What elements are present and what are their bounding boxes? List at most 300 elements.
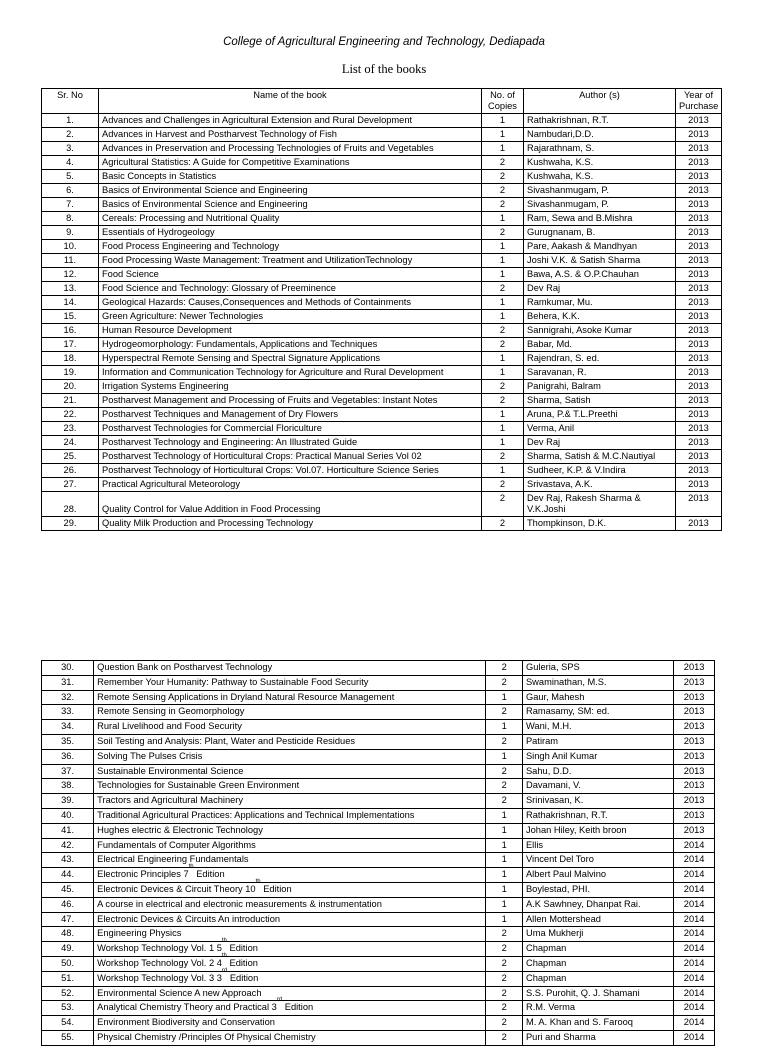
copies-cell: 1 [482, 296, 524, 310]
sr-no-cell: 11. [42, 254, 99, 268]
sr-no-cell: 46. [42, 897, 94, 912]
sr-no-cell: 28. [42, 492, 99, 517]
table-row [42, 1030, 715, 1045]
book-name-cell: Practical Agricultural Meteorology [99, 478, 482, 492]
copies-cell: 2 [482, 394, 524, 408]
copies-cell: 1 [486, 897, 523, 912]
author-cell: Nambudari,D.D. [524, 128, 676, 142]
table-row [42, 823, 715, 838]
book-name-cell: Question Bank on Postharvest Technology [94, 661, 486, 676]
copies-cell: 2 [486, 971, 523, 986]
table-row [42, 436, 722, 450]
year-cell: 2013 [674, 764, 715, 779]
header-book-name: Name of the book [99, 89, 482, 114]
author-cell: Ellis [522, 838, 673, 853]
sr-no-cell: 17. [42, 338, 99, 352]
author-cell: Srivastava, A.K. [524, 478, 676, 492]
book-name-cell: Food Science and Technology: Glossary of Preeminence [99, 282, 482, 296]
edition-superscript: th [221, 952, 227, 959]
books-table-page-1 [41, 88, 722, 531]
author-cell: Sivashanmugam, P. [524, 184, 676, 198]
author-cell: M. A. Khan and S. Farooq [522, 1016, 673, 1031]
sr-no-cell: 53. [42, 1001, 94, 1016]
author-cell: Saravanan, R. [524, 366, 676, 380]
year-cell: 2013 [676, 114, 722, 128]
sr-no-cell: 13. [42, 282, 99, 296]
year-cell: 2013 [674, 823, 715, 838]
book-name-text: Workshop Technology Vol. 2 4 [97, 957, 222, 968]
table-row [42, 198, 722, 212]
author-cell: Verma, Anil [524, 422, 676, 436]
copies-cell: 1 [482, 464, 524, 478]
year-cell: 2014 [674, 882, 715, 897]
sr-no-cell: 1. [42, 114, 99, 128]
year-cell: 2013 [676, 517, 722, 531]
copies-cell: 1 [482, 212, 524, 226]
table-row [42, 1001, 715, 1016]
sr-no-cell: 43. [42, 853, 94, 868]
sr-no-cell: 16. [42, 324, 99, 338]
year-cell: 2013 [676, 464, 722, 478]
author-cell: Kushwaha, K.S. [524, 156, 676, 170]
book-name-cell: Remote Sensing Applications in Dryland Natural Resource Management [94, 690, 486, 705]
sr-no-cell: 30. [42, 661, 94, 676]
book-name-cell [94, 864, 486, 883]
sr-no-cell: 35. [42, 734, 94, 749]
table-row [42, 971, 715, 986]
copies-cell: 1 [482, 268, 524, 282]
author-cell: Behera, K.K. [524, 310, 676, 324]
sr-no-cell: 29. [42, 517, 99, 531]
table-row [42, 749, 715, 764]
header-sr-no: Sr. No [42, 89, 99, 114]
year-cell: 2014 [674, 897, 715, 912]
table-row [42, 779, 715, 794]
book-name-cell [94, 967, 486, 986]
copies-cell: 2 [482, 198, 524, 212]
author-cell: Swaminathan, M.S. [522, 675, 673, 690]
year-cell: 2013 [676, 380, 722, 394]
copies-cell: 2 [486, 1016, 523, 1031]
copies-cell: 2 [482, 226, 524, 240]
copies-cell: 1 [486, 808, 523, 823]
year-cell: 2013 [676, 254, 722, 268]
copies-cell: 1 [482, 366, 524, 380]
sr-no-cell: 49. [42, 942, 94, 957]
sr-no-cell: 54. [42, 1016, 94, 1031]
copies-cell: 1 [486, 823, 523, 838]
copies-cell: 2 [486, 956, 523, 971]
books-table-page-2 [41, 660, 715, 1046]
book-name-cell: Sustainable Environmental Science [94, 764, 486, 779]
table-row [42, 464, 722, 478]
year-cell: 2013 [674, 690, 715, 705]
author-cell: R.M. Verma [522, 1001, 673, 1016]
author-cell: Davamani, V. [522, 779, 673, 794]
sr-no-cell: 37. [42, 764, 94, 779]
copies-cell: 2 [482, 338, 524, 352]
sr-no-cell: 7. [42, 198, 99, 212]
sr-no-cell: 22. [42, 408, 99, 422]
book-name-cell: Food Science [99, 268, 482, 282]
book-name-suffix: Edition [282, 1002, 314, 1013]
sr-no-cell: 39. [42, 794, 94, 809]
sr-no-cell: 31. [42, 675, 94, 690]
header-year: Year of Purchase [676, 89, 722, 114]
table-row [42, 408, 722, 422]
author-cell: Dev Raj, Rakesh Sharma & V.K.Joshi [524, 492, 676, 517]
copies-cell: 1 [486, 912, 523, 927]
table-row [42, 296, 722, 310]
author-cell: Uma Mukherji [522, 927, 673, 942]
table-row [42, 705, 715, 720]
table-row [42, 380, 722, 394]
book-name-cell: Quality Milk Production and Processing Technology [99, 517, 482, 531]
table-row [42, 394, 722, 408]
table-row [42, 142, 722, 156]
year-cell: 2014 [674, 1001, 715, 1016]
book-name-cell: Engineering Physics [94, 927, 486, 942]
table-row [42, 734, 715, 749]
table-row [42, 838, 715, 853]
table-row [42, 912, 715, 927]
author-cell: Allen Mottershead [522, 912, 673, 927]
author-cell: Aruna, P.& T.L.Preethi [524, 408, 676, 422]
author-cell: Sahu, D.D. [522, 764, 673, 779]
year-cell: 2014 [674, 942, 715, 957]
year-cell: 2013 [676, 366, 722, 380]
table-row [42, 184, 722, 198]
table-row [42, 324, 722, 338]
book-name-cell: Environment Biodiversity and Conservation [94, 1016, 486, 1031]
year-cell: 2013 [674, 779, 715, 794]
table-row [42, 310, 722, 324]
sr-no-cell: 26. [42, 464, 99, 478]
author-cell: Boylestad, PHI. [522, 882, 673, 897]
year-cell: 2013 [674, 675, 715, 690]
sr-no-cell: 15. [42, 310, 99, 324]
book-name-cell: Human Resource Development [99, 324, 482, 338]
sr-no-cell: 8. [42, 212, 99, 226]
book-name-cell: Postharvest Management and Processing of Fruits and Vegetables: Instant Notes [99, 394, 482, 408]
sr-no-cell: 41. [42, 823, 94, 838]
author-cell: Pare, Aakash & Mandhyan [524, 240, 676, 254]
year-cell: 2013 [674, 734, 715, 749]
sr-no-cell: 51. [42, 971, 94, 986]
sr-no-cell: 14. [42, 296, 99, 310]
book-name-text: Workshop Technology Vol. 1 5 [97, 943, 222, 954]
sr-no-cell: 10. [42, 240, 99, 254]
copies-cell: 2 [482, 450, 524, 464]
year-cell: 2013 [676, 338, 722, 352]
book-name-cell: Traditional Agricultural Practices: Applications and Technical Implementations [94, 808, 486, 823]
copies-cell: 2 [486, 986, 523, 1001]
year-cell: 2013 [676, 226, 722, 240]
sr-no-cell: 50. [42, 956, 94, 971]
table-row [42, 338, 722, 352]
copies-cell: 2 [486, 734, 523, 749]
table-row [42, 492, 722, 517]
book-name-cell: Remote Sensing in Geomorphology [94, 705, 486, 720]
table-header-row [42, 89, 722, 114]
year-cell: 2013 [676, 156, 722, 170]
table-row [42, 882, 715, 897]
author-cell: Chapman [522, 942, 673, 957]
book-name-cell: Solving The Pulses Crisis [94, 749, 486, 764]
year-cell: 2013 [676, 240, 722, 254]
book-name-cell: Hughes electric & Electronic Technology [94, 823, 486, 838]
table-row [42, 352, 722, 366]
book-name-cell: Geological Hazards: Causes,Consequences and Methods of Containments [99, 296, 482, 310]
book-name-text: Analytical Chemistry Theory and Practical 3 [97, 1002, 277, 1013]
sr-no-cell: 34. [42, 720, 94, 735]
author-cell: Guleria, SPS [522, 661, 673, 676]
copies-cell: 2 [486, 942, 523, 957]
author-cell: Srinivasan, K. [522, 794, 673, 809]
table-row [42, 240, 722, 254]
table-row [42, 114, 722, 128]
year-cell: 2013 [676, 422, 722, 436]
copies-cell: 1 [486, 853, 523, 868]
book-name-cell: Postharvest Technology and Engineering: An Illustrated Guide [99, 436, 482, 450]
year-cell: 2013 [676, 198, 722, 212]
copies-cell: 1 [486, 690, 523, 705]
sr-no-cell: 9. [42, 226, 99, 240]
book-name-cell: Advances in Harvest and Postharvest Technology of Fish [99, 128, 482, 142]
copies-cell: 1 [482, 422, 524, 436]
book-name-text: Workshop Technology Vol. 3 3 [97, 972, 222, 983]
table-row [42, 690, 715, 705]
author-cell: Ram, Sewa and B.Mishra [524, 212, 676, 226]
book-name-cell: Green Agriculture: Newer Technologies [99, 310, 482, 324]
book-name-suffix: Edition [226, 943, 258, 954]
author-cell: Johan Hiley, Keith broon [522, 823, 673, 838]
copies-cell: 1 [482, 436, 524, 450]
sr-no-cell: 12. [42, 268, 99, 282]
copies-cell: 2 [486, 794, 523, 809]
copies-cell: 2 [486, 705, 523, 720]
table-row [42, 212, 722, 226]
copies-cell: 2 [486, 675, 523, 690]
book-name-cell: Environmental Science A new Approach [94, 986, 486, 1001]
book-name-cell: Basics of Environmental Science and Engineering [99, 198, 482, 212]
table-row [42, 226, 722, 240]
book-name-cell: Food Process Engineering and Technology [99, 240, 482, 254]
book-name-cell: Postharvest Technologies for Commercial Floriculture [99, 422, 482, 436]
sr-no-cell: 23. [42, 422, 99, 436]
author-cell: Gurugnanam, B. [524, 226, 676, 240]
sr-no-cell: 48. [42, 927, 94, 942]
year-cell: 2013 [674, 794, 715, 809]
copies-cell: 2 [486, 661, 523, 676]
sr-no-cell: 44. [42, 868, 94, 883]
book-name-cell: Irrigation Systems Engineering [99, 380, 482, 394]
sr-no-cell: 3. [42, 142, 99, 156]
sr-no-cell: 32. [42, 690, 94, 705]
year-cell: 2013 [676, 184, 722, 198]
edition-superscript: rd [221, 967, 228, 974]
sr-no-cell: 52. [42, 986, 94, 1001]
table-row [42, 720, 715, 735]
author-cell: Singh Anil Kumar [522, 749, 673, 764]
year-cell: 2013 [676, 436, 722, 450]
header-author: Author (s) [524, 89, 676, 114]
author-cell: Albert Paul Malvino [522, 868, 673, 883]
copies-cell: 1 [482, 310, 524, 324]
book-name-cell: Technologies for Sustainable Green Environment [94, 779, 486, 794]
copies-cell: 1 [486, 720, 523, 735]
college-heading: College of Agricultural Engineering and Technology, Dediapada [223, 36, 545, 48]
author-cell: Chapman [522, 956, 673, 971]
year-cell: 2014 [674, 927, 715, 942]
author-cell: Kushwaha, K.S. [524, 170, 676, 184]
table-row [42, 853, 715, 868]
table-row [42, 661, 715, 676]
sr-no-cell: 20. [42, 380, 99, 394]
sr-no-cell: 19. [42, 366, 99, 380]
copies-cell: 1 [482, 240, 524, 254]
table-row [42, 282, 722, 296]
header-copies: No. of Copies [482, 89, 524, 114]
author-cell: Vincent Del Toro [522, 853, 673, 868]
sr-no-cell: 40. [42, 808, 94, 823]
book-name-cell: Cereals: Processing and Nutritional Quality [99, 212, 482, 226]
year-cell: 2013 [676, 492, 722, 517]
book-name-cell [94, 997, 486, 1016]
author-cell: A.K Sawhney, Dhanpat Rai. [522, 897, 673, 912]
table-row [42, 764, 715, 779]
year-cell: 2013 [676, 282, 722, 296]
copies-cell: 2 [486, 1030, 523, 1045]
copies-cell: 2 [482, 478, 524, 492]
year-cell: 2014 [674, 838, 715, 853]
sr-no-cell: 6. [42, 184, 99, 198]
author-cell: Bawa, A.S. & O.P.Chauhan [524, 268, 676, 282]
author-cell: Patiram [522, 734, 673, 749]
edition-superscript: th [188, 864, 194, 871]
sr-no-cell: 55. [42, 1030, 94, 1045]
year-cell: 2013 [676, 296, 722, 310]
year-cell: 2013 [674, 720, 715, 735]
table-row [42, 422, 722, 436]
table-row [42, 1016, 715, 1031]
copies-cell: 1 [486, 882, 523, 897]
sr-no-cell: 2. [42, 128, 99, 142]
author-cell: Sivashanmugam, P. [524, 198, 676, 212]
year-cell: 2013 [676, 170, 722, 184]
copies-cell: 1 [486, 868, 523, 883]
book-name-text: Electronic Principles 7 [97, 869, 189, 880]
table-row [42, 927, 715, 942]
copies-cell: 2 [482, 517, 524, 531]
year-cell: 2013 [676, 408, 722, 422]
year-cell: 2013 [676, 352, 722, 366]
year-cell: 2013 [674, 705, 715, 720]
table-row [42, 254, 722, 268]
book-name-cell: Basics of Environmental Science and Engineering [99, 184, 482, 198]
year-cell: 2013 [676, 324, 722, 338]
book-name-cell: Quality Control for Value Addition in Food Processing [99, 492, 482, 517]
year-cell: 2014 [674, 853, 715, 868]
copies-cell: 2 [482, 282, 524, 296]
year-cell: 2014 [674, 956, 715, 971]
sr-no-cell: 21. [42, 394, 99, 408]
author-cell: Sannigrahi, Asoke Kumar [524, 324, 676, 338]
book-name-cell: Postharvest Technology of Horticultural Crops: Practical Manual Series Vol 02 [99, 450, 482, 464]
book-name-suffix: Edition [260, 883, 292, 894]
copies-cell: 2 [486, 764, 523, 779]
table-row [42, 794, 715, 809]
author-cell: Sharma, Satish [524, 394, 676, 408]
book-name-cell: Postharvest Technology of Horticultural Crops: Vol.07. Horticulture Science Series [99, 464, 482, 478]
year-cell: 2013 [674, 808, 715, 823]
copies-cell: 1 [486, 749, 523, 764]
sr-no-cell: 24. [42, 436, 99, 450]
book-name-cell: Physical Chemistry /Principles Of Physical Chemistry [94, 1030, 486, 1045]
author-cell: Dev Raj [524, 436, 676, 450]
copies-cell: 2 [486, 779, 523, 794]
author-cell: Rajendran, S. ed. [524, 352, 676, 366]
year-cell: 2013 [676, 394, 722, 408]
author-cell: Gaur, Mahesh [522, 690, 673, 705]
author-cell: Ramkumar, Mu. [524, 296, 676, 310]
book-name-cell: Rural Livelihood and Food Security [94, 720, 486, 735]
author-cell: Thompkinson, D.K. [524, 517, 676, 531]
year-cell: 2013 [676, 142, 722, 156]
author-cell: Puri and Sharma [522, 1030, 673, 1045]
book-name-cell: Remember Your Humanity: Pathway to Sustainable Food Security [94, 675, 486, 690]
sr-no-cell: 5. [42, 170, 99, 184]
author-cell: Sharma, Satish & M.C.Nautiyal [524, 450, 676, 464]
book-name-cell: A course in electrical and electronic measurements & instrumentation [94, 897, 486, 912]
table-row [42, 868, 715, 883]
book-name-text: Electronic Devices & Circuit Theory 10 [97, 883, 256, 894]
sr-no-cell: 27. [42, 478, 99, 492]
sr-no-cell: 4. [42, 156, 99, 170]
table-row [42, 517, 722, 531]
author-cell: Babar, Md. [524, 338, 676, 352]
book-name-suffix: Edition [226, 957, 258, 968]
book-name-cell: Electrical Engineering Fundamentals [94, 853, 486, 868]
book-name-suffix: Edition [227, 972, 259, 983]
book-name-cell: Hyperspectral Remote Sensing and Spectral Signature Applications [99, 352, 482, 366]
table-row [42, 268, 722, 282]
year-cell: 2014 [674, 1016, 715, 1031]
author-cell: Rajarathnam, S. [524, 142, 676, 156]
edition-superscript: th [221, 938, 227, 945]
book-name-cell: Soil Testing and Analysis: Plant, Water and Pesticide Residues [94, 734, 486, 749]
year-cell: 2014 [674, 971, 715, 986]
author-cell: Sudheer, K.P. & V.Indira [524, 464, 676, 478]
sr-no-cell: 36. [42, 749, 94, 764]
edition-superscript: th [255, 878, 261, 885]
copies-cell: 2 [482, 324, 524, 338]
sr-no-cell: 18. [42, 352, 99, 366]
book-name-suffix: Edition [193, 869, 225, 880]
table-row [42, 366, 722, 380]
sr-no-cell: 42. [42, 838, 94, 853]
book-name-cell: Advances and Challenges in Agricultural Extension and Rural Development [99, 114, 482, 128]
year-cell: 2013 [676, 268, 722, 282]
year-cell: 2014 [674, 868, 715, 883]
author-cell: Wani, M.H. [522, 720, 673, 735]
year-cell: 2014 [674, 912, 715, 927]
sr-no-cell: 38. [42, 779, 94, 794]
book-name-cell: Electronic Devices & Circuits An introduction [94, 912, 486, 927]
book-name-cell: Basic Concepts in Statistics [99, 170, 482, 184]
year-cell: 2013 [676, 478, 722, 492]
copies-cell: 1 [482, 142, 524, 156]
